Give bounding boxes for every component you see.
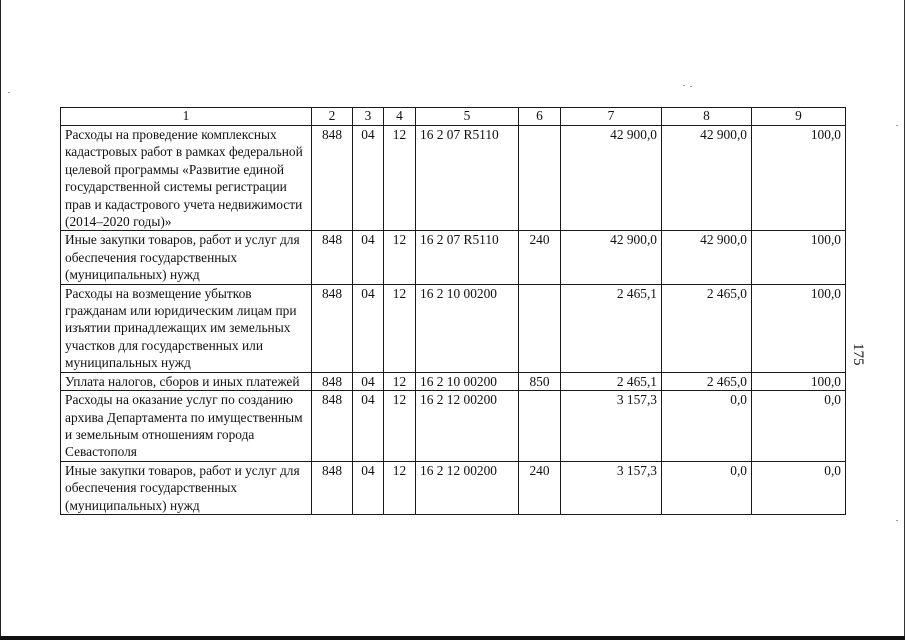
row-subsection: 12 [384, 391, 416, 462]
row-percent: 100,0 [752, 372, 846, 390]
scan-speck [683, 85, 685, 86]
scan-speck [896, 125, 898, 126]
column-header: 9 [752, 108, 846, 126]
table-row [61, 372, 846, 390]
table-row [61, 126, 846, 231]
row-percent: 100,0 [752, 126, 846, 231]
row-code: 848 [312, 391, 353, 462]
column-header: 6 [519, 108, 561, 126]
row-plan: 3 157,3 [561, 391, 662, 462]
row-section: 04 [353, 231, 384, 284]
scan-speck [690, 86, 692, 87]
row-actual: 0,0 [662, 461, 752, 514]
column-header: 7 [561, 108, 662, 126]
row-subsection: 12 [384, 126, 416, 231]
column-header: 3 [353, 108, 384, 126]
scan-edge [0, 636, 905, 640]
row-code: 848 [312, 231, 353, 284]
table-row [61, 391, 846, 462]
column-header: 8 [662, 108, 752, 126]
row-expense-type [519, 126, 561, 231]
row-name: Уплата налогов, сборов и иных платежей [61, 372, 312, 390]
row-section: 04 [353, 391, 384, 462]
row-section: 04 [353, 126, 384, 231]
row-percent: 0,0 [752, 461, 846, 514]
row-actual: 42 900,0 [662, 231, 752, 284]
row-plan: 42 900,0 [561, 126, 662, 231]
row-name: Расходы на возмещение убытков гражданам или юридическим лицам при изъятии принадлежащих им земельных участков для государственных или муниципальных нужд [61, 284, 312, 372]
row-article: 16 2 12 00200 [416, 461, 519, 514]
row-actual: 42 900,0 [662, 126, 752, 231]
row-code: 848 [312, 372, 353, 390]
row-name: Расходы на оказание услуг по созданию архива Департамента по имущественным и земельным отношениям города Севастополя [61, 391, 312, 462]
row-section: 04 [353, 284, 384, 372]
row-subsection: 12 [384, 231, 416, 284]
column-header: 5 [416, 108, 519, 126]
table-row [61, 461, 846, 514]
row-name: Расходы на проведение комплексных кадастровых работ в рамках федеральной целевой программы «Развитие единой государственной системы регистрации прав и кадастрового учета недвижимости (2014–2020 годы)» [61, 126, 312, 231]
row-code: 848 [312, 461, 353, 514]
scan-speck [8, 92, 10, 93]
row-expense-type [519, 391, 561, 462]
row-article: 16 2 12 00200 [416, 391, 519, 462]
table-header-row [61, 108, 846, 126]
column-header: 2 [312, 108, 353, 126]
row-code: 848 [312, 126, 353, 231]
row-article: 16 2 07 R5110 [416, 126, 519, 231]
row-article: 16 2 10 00200 [416, 372, 519, 390]
row-plan: 3 157,3 [561, 461, 662, 514]
row-actual: 0,0 [662, 391, 752, 462]
row-expense-type [519, 284, 561, 372]
row-subsection: 12 [384, 372, 416, 390]
row-plan: 42 900,0 [561, 231, 662, 284]
row-name: Иные закупки товаров, работ и услуг для обеспечения государственных (муниципальных) нужд [61, 461, 312, 514]
row-actual: 2 465,0 [662, 284, 752, 372]
row-expense-type: 240 [519, 461, 561, 514]
row-plan: 2 465,1 [561, 372, 662, 390]
row-expense-type: 240 [519, 231, 561, 284]
row-subsection: 12 [384, 284, 416, 372]
row-plan: 2 465,1 [561, 284, 662, 372]
row-actual: 2 465,0 [662, 372, 752, 390]
row-percent: 100,0 [752, 284, 846, 372]
row-article: 16 2 07 R5110 [416, 231, 519, 284]
row-section: 04 [353, 372, 384, 390]
page-number: 175 [850, 343, 866, 366]
row-name: Иные закупки товаров, работ и услуг для обеспечения государственных (муниципальных) нужд [61, 231, 312, 284]
row-code: 848 [312, 284, 353, 372]
row-section: 04 [353, 461, 384, 514]
table-row [61, 231, 846, 284]
table-row [61, 284, 846, 372]
column-header: 4 [384, 108, 416, 126]
row-expense-type: 850 [519, 372, 561, 390]
row-article: 16 2 10 00200 [416, 284, 519, 372]
column-header: 1 [61, 108, 312, 126]
row-percent: 100,0 [752, 231, 846, 284]
row-percent: 0,0 [752, 391, 846, 462]
scan-speck [896, 520, 898, 521]
row-subsection: 12 [384, 461, 416, 514]
budget-table [60, 107, 846, 515]
